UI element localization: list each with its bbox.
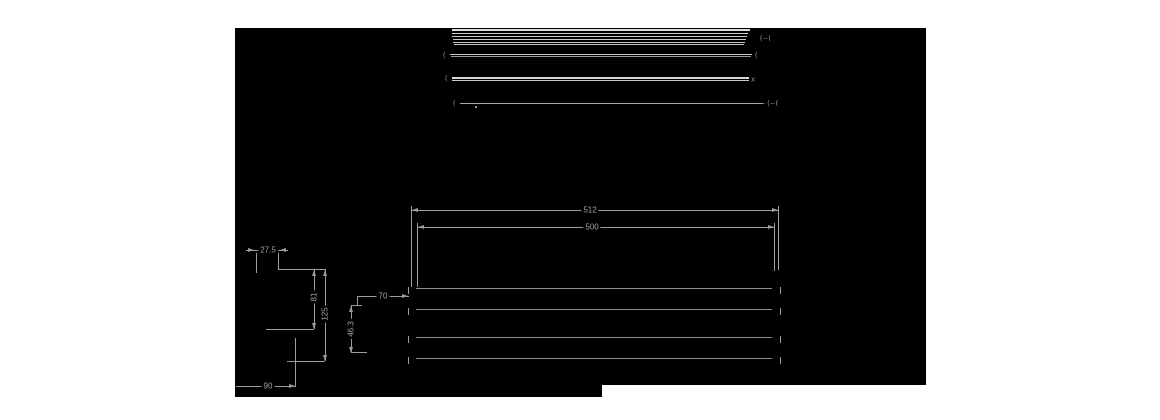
end-annotation: (: [444, 74, 449, 83]
dim-outer-width-label: 512: [583, 205, 597, 215]
dim-side-inset-label: 70: [378, 291, 388, 301]
arrowhead-icon: [402, 294, 408, 298]
dim-tube-pitch-label: 46.3: [346, 321, 356, 337]
end-annotation: (—(: [759, 34, 772, 43]
reference-line: [351, 352, 367, 353]
reference-line: [278, 269, 325, 270]
dim-upper-height-label: 81: [309, 292, 319, 302]
end-annotation: -(—(: [762, 99, 779, 108]
extension-line: [256, 253, 257, 273]
arrowhead-icon: [289, 384, 295, 388]
dim-top-detail-label: 27.5: [260, 245, 276, 255]
reference-line: [266, 329, 314, 330]
reference-line: [287, 361, 325, 362]
end-annotation: x: [751, 75, 756, 84]
dim-inner-width-label: 500: [585, 222, 599, 232]
dim-bottom-inset-label: 90: [263, 381, 273, 391]
end-annotation: (: [754, 51, 759, 60]
arrowhead-icon: [312, 270, 316, 276]
end-annotation: (: [442, 51, 447, 60]
extension-line: [278, 253, 279, 270]
arrowhead-icon: [349, 306, 353, 312]
arrowhead-icon: [248, 248, 254, 252]
arrowhead-icon: [280, 248, 286, 252]
arrowhead-icon: [323, 270, 327, 276]
end-annotation: (: [452, 99, 457, 108]
extension-line: [295, 338, 296, 387]
dim-total-height-label: 125: [320, 307, 330, 321]
